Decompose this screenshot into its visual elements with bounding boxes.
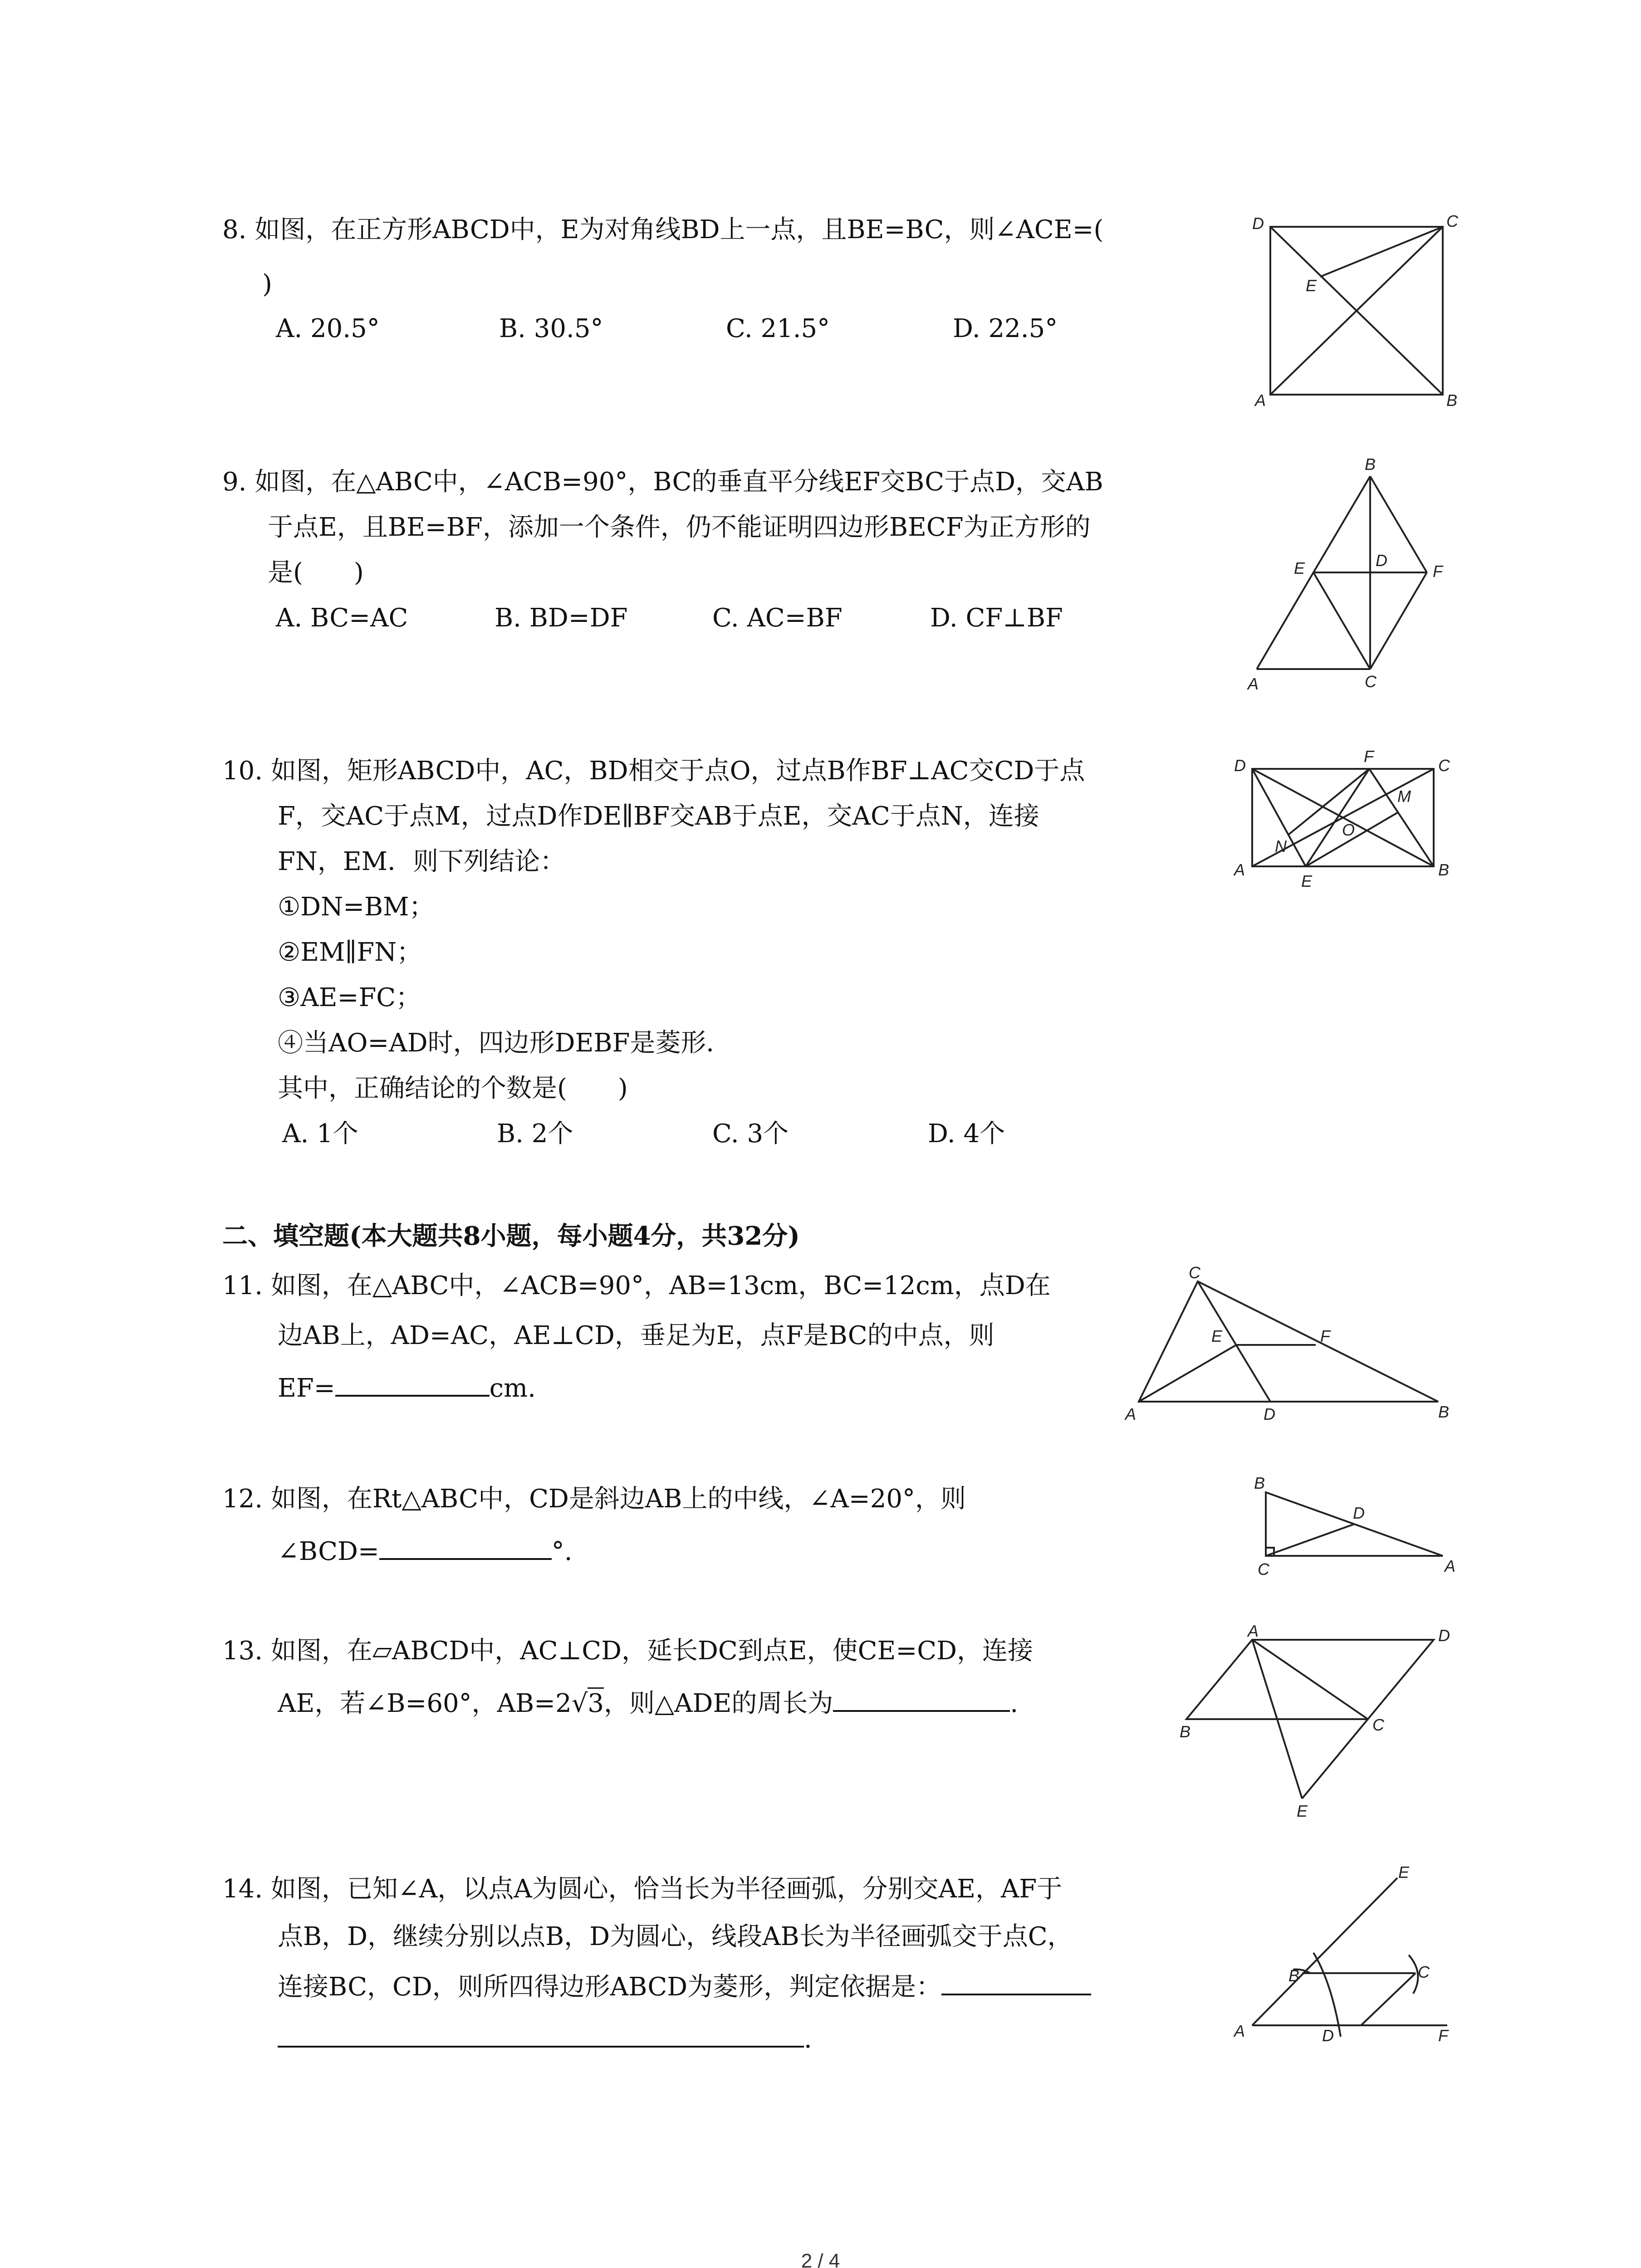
- q11-label-e: E: [1211, 1327, 1223, 1345]
- q9-label-a: A: [1248, 675, 1259, 693]
- q13-label-a: A: [1248, 1622, 1259, 1640]
- q9-line2: 于点E，且BE=BF，添加一个条件，仍不能证明四边形BECF为正方形的: [268, 513, 1091, 542]
- q13-text-b: ，则△ADE的周长为: [604, 1689, 833, 1718]
- section-2-heading: 二、填空题(本大题共8小题，每小题4分，共32分): [222, 1221, 800, 1251]
- q10-option-c: C. 3个: [712, 1119, 789, 1149]
- q10-label-d: D: [1234, 756, 1246, 775]
- q14-answer-blank-1[interactable]: [941, 1971, 1091, 1995]
- q9-option-c: C. AC=BF: [712, 603, 843, 633]
- q9-label-f: F: [1433, 562, 1443, 581]
- q8-option-a: A. 20.5°: [276, 314, 380, 343]
- q13-label-b: B: [1180, 1722, 1191, 1741]
- q9-label-c: C: [1365, 672, 1376, 691]
- q13-label-c: C: [1372, 1716, 1384, 1734]
- q12-right-triangle-figure: [1234, 1470, 1461, 1583]
- q14-label-b: B: [1288, 1966, 1300, 1985]
- q9-line3: 是( ): [268, 558, 364, 587]
- q12-label-b: B: [1254, 1474, 1265, 1492]
- q10-label-e: E: [1301, 872, 1313, 890]
- q11-label-f: F: [1320, 1327, 1330, 1345]
- q10-label-o: O: [1342, 821, 1355, 839]
- q8-label-c: C: [1446, 212, 1458, 230]
- q10-option-b: B. 2个: [497, 1119, 573, 1149]
- q11-label-a: A: [1125, 1405, 1136, 1423]
- q13-line2: [278, 1687, 1018, 1720]
- q10-option-d: D. 4个: [928, 1119, 1005, 1149]
- q14-label-d: D: [1322, 2026, 1334, 2045]
- q11-ef-label: EF=: [278, 1374, 335, 1403]
- q14-answer-blank-2[interactable]: [278, 2023, 804, 2048]
- q14-line1: 14. 如图，已知∠A，以点A为圆心，恰当长为半径画弧，分别交AE，AF于: [222, 1874, 1063, 1904]
- q10-label-f: F: [1364, 747, 1374, 766]
- q8-label-e: E: [1306, 276, 1317, 295]
- q10-conclusion-2: ②EM∥FN；: [278, 938, 422, 967]
- q13-sqrt-sign: √: [571, 1689, 588, 1718]
- q10-conclusion-3: ③AE=FC；: [278, 983, 421, 1012]
- q14-label-f: F: [1438, 2026, 1448, 2045]
- q10-conclusion-4: ④当AO=AD时，四边形DEBF是菱形．: [278, 1028, 732, 1058]
- q8-label-b: B: [1446, 391, 1458, 410]
- q10-line2: F，交AC于点M，过点D作DE∥BF交AB于点E，交AC于点N，连接: [278, 802, 1039, 831]
- q11-unit: cm.: [489, 1374, 536, 1403]
- q14-label-e: E: [1398, 1863, 1410, 1882]
- q10-label-c: C: [1438, 756, 1450, 775]
- q9-option-d: D. CF⊥BF: [930, 603, 1063, 633]
- q14-text-c: 连接BC，CD，则所四得边形ABCD为菱形，判定依据是：: [278, 1972, 942, 2002]
- q10-rectangle-figure: [1225, 744, 1461, 898]
- q11-answer-blank[interactable]: [335, 1372, 490, 1397]
- q9-option-a: A. BC=AC: [276, 603, 408, 633]
- q11-label-c: C: [1189, 1263, 1200, 1282]
- q13-label-e: E: [1297, 1802, 1308, 1820]
- q12-answer-blank[interactable]: [379, 1535, 552, 1560]
- q11-line1: 11. 如图，在△ABC中，∠ACB=90°，AB=13cm，BC=12cm，点D在: [222, 1271, 1051, 1300]
- q11-label-b: B: [1438, 1403, 1450, 1421]
- q13-sqrt-value: 3: [588, 1687, 604, 1718]
- q8-option-c: C. 21.5°: [726, 314, 830, 343]
- q14-label-c: C: [1418, 1963, 1430, 1981]
- q13-answer-blank[interactable]: [833, 1687, 1010, 1712]
- q11-label-d: D: [1264, 1405, 1275, 1423]
- q9-label-e: E: [1294, 559, 1305, 577]
- q14-period: .: [804, 2024, 812, 2054]
- q8-label-d: D: [1252, 214, 1264, 233]
- q10-label-m: M: [1397, 787, 1411, 806]
- page-number: 2 / 4: [801, 2250, 840, 2268]
- q13-label-d: D: [1438, 1626, 1450, 1645]
- q12-angle-label: ∠BCD=: [278, 1537, 379, 1566]
- q8-option-b: B. 30.5°: [499, 314, 603, 343]
- q12-label-d: D: [1353, 1504, 1365, 1522]
- q8-line1: 8. 如图，在正方形ABCD中，E为对角线BD上一点，且BE=BC，则∠ACE=(: [222, 215, 1104, 244]
- q13-text-a: AE，若∠B=60°，AB=2: [278, 1689, 572, 1718]
- q10-option-a: A. 1个: [282, 1119, 358, 1149]
- q9-line1: 9. 如图，在△ABC中，∠ACB=90°，BC的垂直平分线EF交BC于点D，交AB: [222, 467, 1103, 497]
- q14-line3: [278, 1971, 1091, 2003]
- q11-triangle-figure: [1116, 1263, 1461, 1429]
- q10-line1: 10. 如图，矩形ABCD中，AC，BD相交于点O，过点B作BF⊥AC交CD于点: [222, 756, 1085, 786]
- q10-label-b: B: [1438, 860, 1450, 879]
- q14-line2: 点B，D，继续分别以点B，D为圆心，线段AB长为半径画弧交于点C，: [278, 1922, 1073, 1951]
- q10-label-n: N: [1275, 837, 1287, 855]
- q13-parallelogram-figure: [1180, 1624, 1461, 1823]
- q8-option-d: D. 22.5°: [953, 314, 1058, 343]
- q9-label-b: B: [1365, 455, 1376, 474]
- q13-line1: 13. 如图，在▱ABCD中，AC⊥CD，延长DC到点E，使CE=CD，连接: [222, 1636, 1034, 1666]
- q14-line4: [278, 2023, 812, 2055]
- q12-label-a: A: [1445, 1557, 1456, 1575]
- q14-construction-figure: [1225, 1864, 1461, 2055]
- q11-line3: [278, 1372, 536, 1404]
- q10-line3: FN，EM．则下列结论：: [278, 847, 566, 876]
- q9-option-b: B. BD=DF: [495, 603, 628, 633]
- q10-line4: 其中，正确结论的个数是( ): [278, 1074, 628, 1103]
- q8-line2: ): [262, 269, 272, 299]
- q10-conclusion-1: ①DN=BM；: [278, 892, 435, 922]
- q11-line2: 边AB上，AD=AC，AE⊥CD，垂足为E，点F是BC的中点，则: [278, 1321, 994, 1350]
- q9-label-d: D: [1376, 551, 1387, 570]
- q12-line2: [278, 1535, 573, 1568]
- q8-square-figure: [1252, 213, 1461, 413]
- q12-label-c: C: [1258, 1560, 1269, 1579]
- q12-degree-unit: °.: [551, 1537, 573, 1566]
- q12-line1: 12. 如图，在Rt△ABC中，CD是斜边AB上的中线，∠A=20°，则: [222, 1484, 966, 1514]
- q14-label-a: A: [1234, 2022, 1245, 2040]
- q9-triangle-figure: [1225, 454, 1461, 708]
- q8-label-a: A: [1255, 391, 1266, 410]
- q13-period: .: [1010, 1689, 1019, 1718]
- q10-label-a: A: [1234, 860, 1245, 879]
